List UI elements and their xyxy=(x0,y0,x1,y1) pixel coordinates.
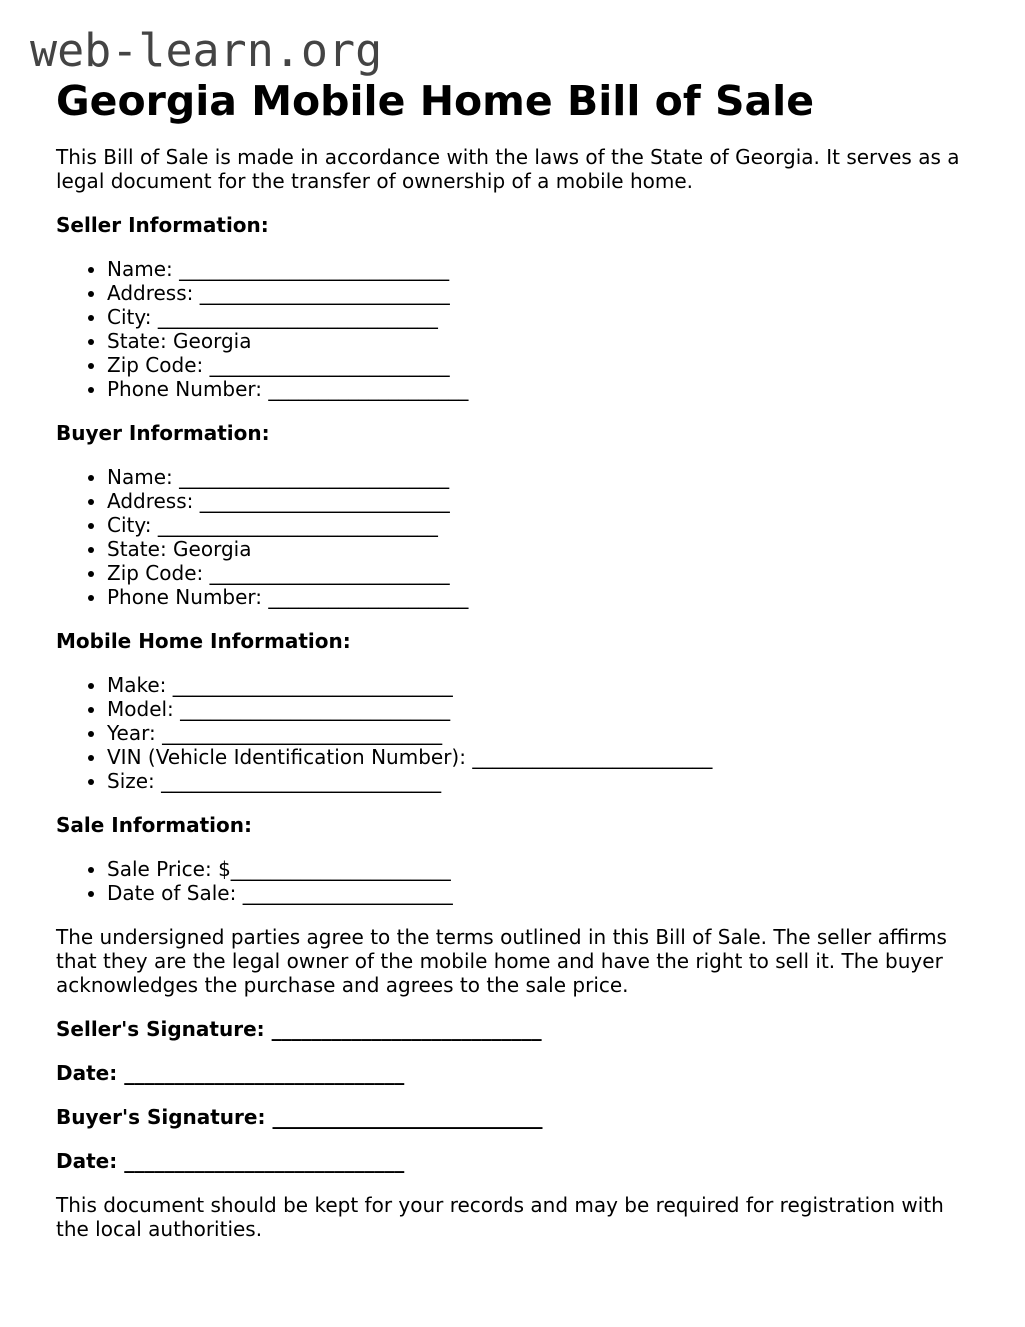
field-row xyxy=(107,857,976,881)
signature-label: Buyer's Signature: xyxy=(56,1105,266,1129)
field-list xyxy=(56,857,976,905)
field-label: Zip Code: xyxy=(107,353,204,377)
field-label: State: xyxy=(107,329,167,353)
footer-note: This document should be kept for your records and may be required for registration with the local authorities. xyxy=(56,1193,944,1241)
blank-line: ____________________ xyxy=(268,377,469,401)
field-value: Georgia xyxy=(173,329,252,353)
seller-signature-row xyxy=(56,1017,976,1041)
section-heading: Seller Information: xyxy=(56,213,269,237)
section-heading: Sale Information: xyxy=(56,813,252,837)
field-label: Date of Sale: xyxy=(107,881,237,905)
agreement-paragraph: The undersigned parties agree to the terms outlined in this Bill of Sale. The seller affirms that they are the legal owner of the mobile home and have the right to sell it. The buyer acknowledges the purchase and agrees to the sale price. xyxy=(56,925,947,997)
field-label: City: xyxy=(107,305,152,329)
blank-line: ____________________________ xyxy=(172,673,453,697)
field-row xyxy=(107,281,976,305)
field-row xyxy=(107,329,976,353)
buyer-date-row xyxy=(56,1149,976,1173)
field-label: Year: xyxy=(107,721,156,745)
field-label: City: xyxy=(107,513,152,537)
field-label: Name: xyxy=(107,465,173,489)
field-row xyxy=(107,697,976,721)
field-label: State: xyxy=(107,537,167,561)
signature-label: Date: xyxy=(56,1061,118,1085)
field-label: Make: xyxy=(107,673,167,697)
field-row xyxy=(107,489,976,513)
field-label: Model: xyxy=(107,697,174,721)
field-row xyxy=(107,769,976,793)
section-seller-information xyxy=(56,213,976,401)
field-row xyxy=(107,745,976,769)
field-list xyxy=(56,673,976,793)
field-label: VIN (Vehicle Identification Number): xyxy=(107,745,466,769)
field-row xyxy=(107,881,976,905)
blank-line: ___________________________ xyxy=(179,257,450,281)
blank-line: ________________________ xyxy=(472,745,713,769)
field-label: Phone Number: xyxy=(107,377,263,401)
field-row xyxy=(107,465,976,489)
blank-line: ________________________ xyxy=(209,561,450,585)
field-row xyxy=(107,257,976,281)
field-row xyxy=(107,673,976,697)
blank-line: ____________________________ xyxy=(157,513,438,537)
field-row xyxy=(107,537,976,561)
blank-line: _____________________ xyxy=(242,881,453,905)
signature-label: Date: xyxy=(56,1149,118,1173)
field-list xyxy=(56,257,976,401)
blank-line: _________________________ xyxy=(199,489,450,513)
field-row xyxy=(107,513,976,537)
signature-blank-line: ____________________________ xyxy=(124,1061,405,1085)
field-row xyxy=(107,305,976,329)
field-row xyxy=(107,377,976,401)
blank-line: $______________________ xyxy=(218,857,451,881)
section-heading: Mobile Home Information: xyxy=(56,629,351,653)
buyer-signature-row xyxy=(56,1105,976,1129)
blank-line: ____________________________ xyxy=(161,769,442,793)
field-row xyxy=(107,585,976,609)
field-row xyxy=(107,721,976,745)
field-label: Zip Code: xyxy=(107,561,204,585)
field-list xyxy=(56,465,976,609)
blank-line: _________________________ xyxy=(199,281,450,305)
field-label: Phone Number: xyxy=(107,585,263,609)
field-label: Size: xyxy=(107,769,155,793)
section-sale-information xyxy=(56,813,976,905)
page-title: Georgia Mobile Home Bill of Sale xyxy=(56,77,814,125)
field-row xyxy=(107,561,976,585)
field-label: Address: xyxy=(107,489,194,513)
seller-date-row xyxy=(56,1061,976,1085)
field-label: Sale Price: xyxy=(107,857,212,881)
signature-label: Seller's Signature: xyxy=(56,1017,265,1041)
field-value: Georgia xyxy=(173,537,252,561)
blank-line: ___________________________ xyxy=(179,465,450,489)
blank-line: ________________________ xyxy=(209,353,450,377)
signature-blank-line: ____________________________ xyxy=(124,1149,405,1173)
blank-line: ____________________ xyxy=(268,585,469,609)
section-buyer-information xyxy=(56,421,976,609)
blank-line: ____________________________ xyxy=(162,721,443,745)
section-heading: Buyer Information: xyxy=(56,421,270,445)
blank-line: ___________________________ xyxy=(180,697,451,721)
intro-paragraph: This Bill of Sale is made in accordance with the laws of the State of Georgia. It serves as a legal document for the transfer of ownership of a mobile home. xyxy=(56,145,960,193)
document-page xyxy=(30,24,976,1241)
field-label: Name: xyxy=(107,257,173,281)
field-label: Address: xyxy=(107,281,194,305)
field-row xyxy=(107,353,976,377)
section-mobile-home-information xyxy=(56,629,976,793)
signature-blank-line: ___________________________ xyxy=(271,1017,542,1041)
signature-blank-line: ___________________________ xyxy=(272,1105,543,1129)
blank-line: ____________________________ xyxy=(157,305,438,329)
site-logo: web-learn.org xyxy=(30,24,383,77)
